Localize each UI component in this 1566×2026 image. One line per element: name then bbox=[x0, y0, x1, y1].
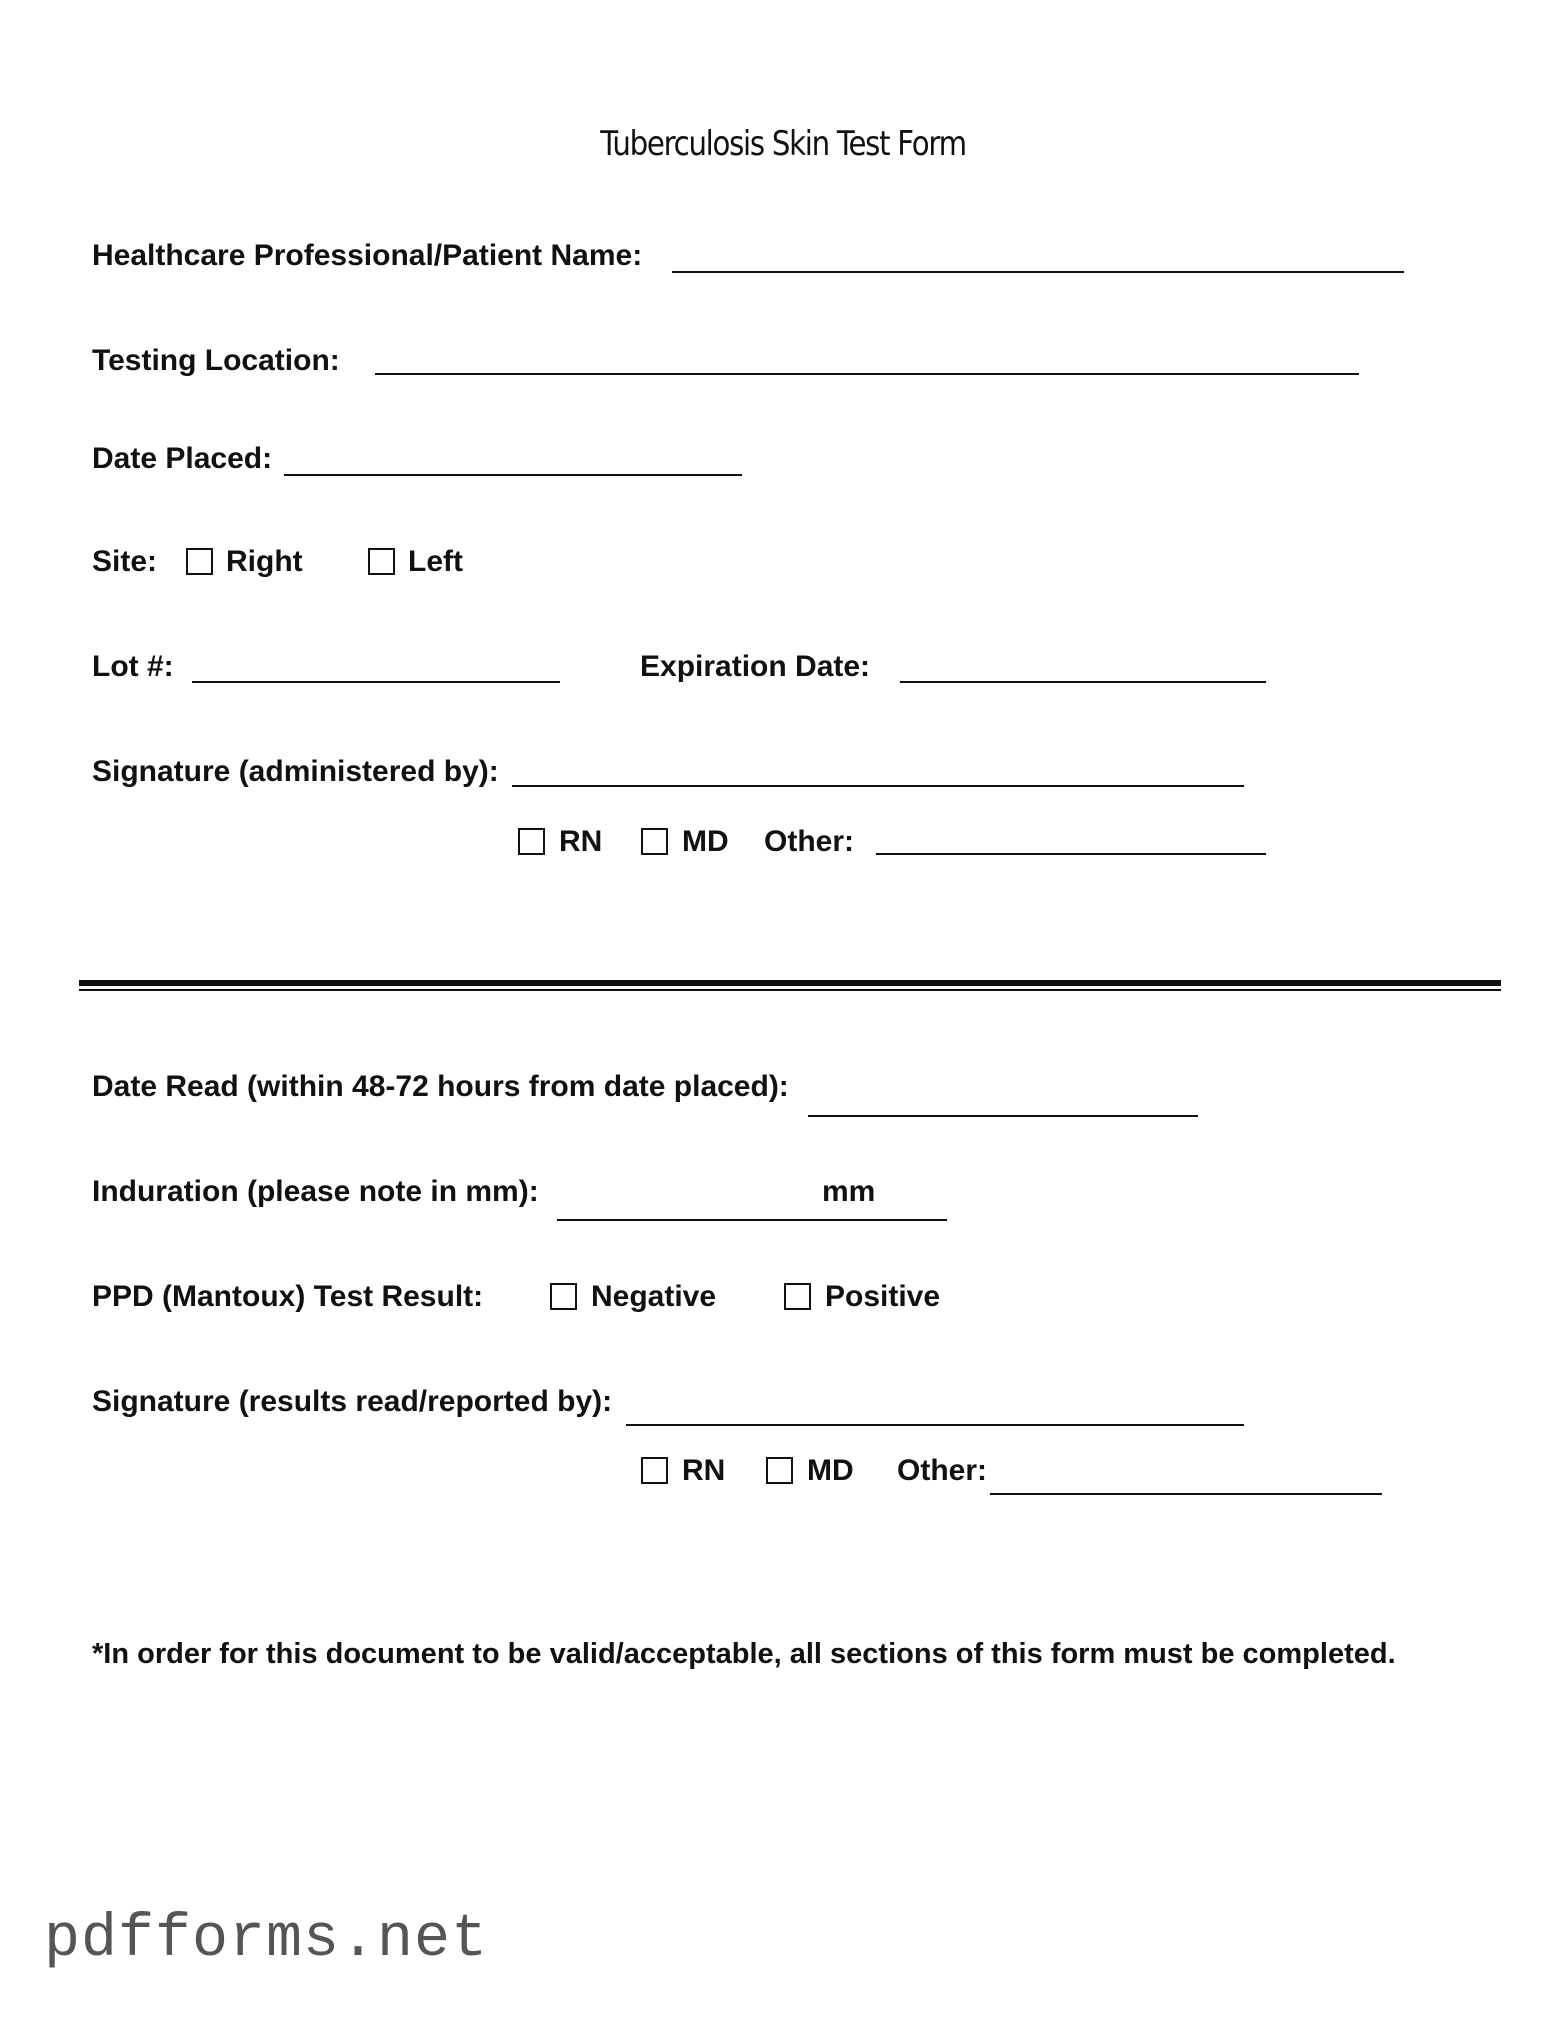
administered-other-label: Other: bbox=[764, 825, 854, 858]
results-other-field[interactable] bbox=[990, 1493, 1382, 1495]
result-positive-label: Positive bbox=[825, 1280, 941, 1313]
completion-footnote: *In order for this document to be valid/acceptable, all sections of this form must be completed. bbox=[92, 1638, 1396, 1670]
site-right-label: Right bbox=[226, 545, 303, 578]
result-positive-checkbox[interactable] bbox=[784, 1283, 811, 1310]
patient-name-label: Healthcare Professional/Patient Name: bbox=[92, 239, 643, 272]
section-divider-thick bbox=[79, 980, 1501, 986]
induration-mm-unit: mm bbox=[822, 1175, 876, 1208]
date-placed-label: Date Placed: bbox=[92, 442, 273, 475]
site-right-checkbox[interactable] bbox=[186, 548, 213, 575]
administered-signature-label: Signature (administered by): bbox=[92, 755, 499, 788]
administered-rn-checkbox[interactable] bbox=[518, 828, 545, 855]
testing-location-label: Testing Location: bbox=[92, 344, 340, 377]
lot-number-field[interactable] bbox=[192, 681, 560, 683]
result-negative-label: Negative bbox=[591, 1280, 717, 1313]
administered-md-label: MD bbox=[682, 825, 729, 858]
result-negative-checkbox[interactable] bbox=[550, 1283, 577, 1310]
date-read-field[interactable] bbox=[808, 1115, 1198, 1117]
results-other-label: Other: bbox=[897, 1454, 987, 1487]
expiration-date-label: Expiration Date: bbox=[640, 650, 871, 683]
results-signature-label: Signature (results read/reported by): bbox=[92, 1385, 613, 1418]
date-placed-field[interactable] bbox=[284, 474, 742, 476]
form-title: Tuberculosis Skin Test Form bbox=[600, 124, 966, 164]
lot-number-label: Lot #: bbox=[92, 650, 174, 683]
site-left-checkbox[interactable] bbox=[368, 548, 395, 575]
administered-other-field[interactable] bbox=[876, 853, 1266, 855]
site-label: Site: bbox=[92, 545, 158, 578]
patient-name-field[interactable] bbox=[672, 271, 1404, 273]
administered-md-checkbox[interactable] bbox=[641, 828, 668, 855]
test-result-label: PPD (Mantoux) Test Result: bbox=[92, 1280, 484, 1313]
induration-field[interactable] bbox=[557, 1219, 947, 1221]
induration-label: Induration (please note in mm): bbox=[92, 1175, 539, 1208]
date-read-label: Date Read (within 48-72 hours from date placed): bbox=[92, 1070, 789, 1103]
results-signature-field[interactable] bbox=[626, 1424, 1244, 1426]
testing-location-field[interactable] bbox=[375, 373, 1359, 375]
expiration-date-field[interactable] bbox=[900, 681, 1266, 683]
watermark-logo: pdfforms.net bbox=[44, 1906, 489, 1974]
site-left-label: Left bbox=[408, 545, 463, 578]
results-rn-label: RN bbox=[682, 1454, 726, 1487]
results-md-checkbox[interactable] bbox=[766, 1457, 793, 1484]
results-rn-checkbox[interactable] bbox=[641, 1457, 668, 1484]
administered-signature-field[interactable] bbox=[512, 785, 1244, 787]
section-divider-thin bbox=[79, 989, 1501, 991]
administered-rn-label: RN bbox=[559, 825, 603, 858]
results-md-label: MD bbox=[807, 1454, 854, 1487]
